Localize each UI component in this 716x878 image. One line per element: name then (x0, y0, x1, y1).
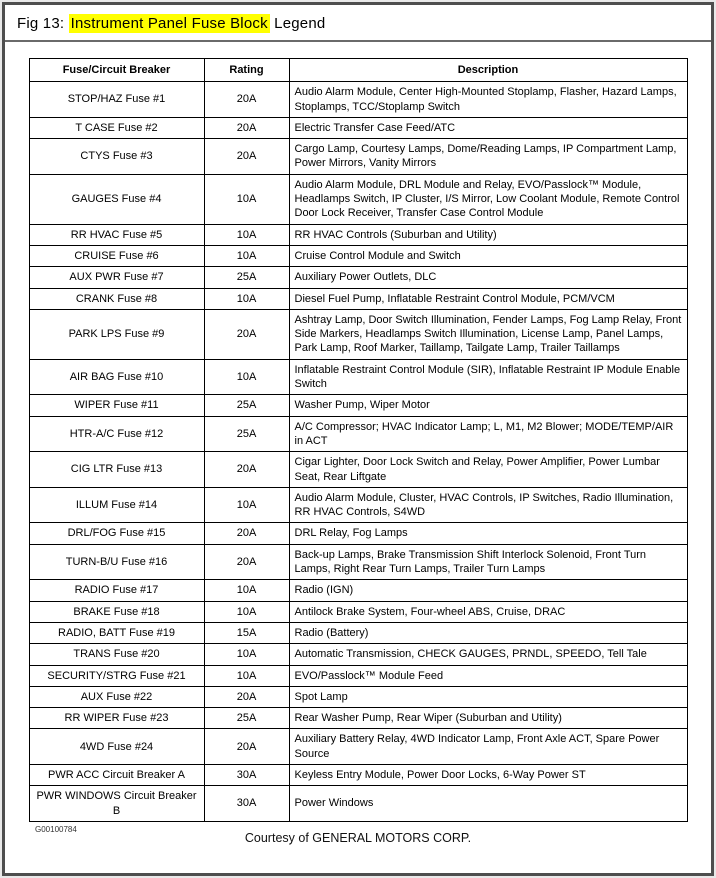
fuse-name-cell: STOP/HAZ Fuse #1 (29, 82, 204, 118)
description-cell: Auxiliary Battery Relay, 4WD Indicator Lamp, Front Axle ACT, Spare Power Source (289, 729, 687, 765)
description-cell: Audio Alarm Module, Cluster, HVAC Controls, IP Switches, Radio Illumination, RR HVAC Controls, S4WD (289, 487, 687, 523)
table-row (29, 82, 687, 118)
description-cell: Radio (Battery) (289, 622, 687, 643)
rating-cell: 30A (204, 786, 289, 822)
courtesy-footer: Courtesy of GENERAL MOTORS CORP. (244, 831, 472, 845)
table-row (29, 117, 687, 138)
description-cell: Antilock Brake System, Four-wheel ABS, Cruise, DRAC (289, 601, 687, 622)
table-row (29, 139, 687, 175)
rating-cell: 10A (204, 644, 289, 665)
table-row (29, 580, 687, 601)
table-row (29, 288, 687, 309)
description-cell: Audio Alarm Module, DRL Module and Relay, EVO/Passlock™ Module, Headlamps Switch, IP Cluster, I/S Mirror, Low Coolant Module, Remote Control Door Lock Receiver, Transfer Case Control Module (289, 174, 687, 224)
figure-title-highlight: Instrument Panel Fuse Block (70, 15, 268, 32)
description-cell: Back-up Lamps, Brake Transmission Shift Interlock Solenoid, Front Turn Lamps, Right Rear Turn Lamps, Trailer Turn Lamps (289, 544, 687, 580)
rating-cell: 10A (204, 245, 289, 266)
fuse-name-cell: T CASE Fuse #2 (29, 117, 204, 138)
rating-cell: 10A (204, 359, 289, 395)
table-row (29, 245, 687, 266)
table-row (29, 665, 687, 686)
image-code: G00100784 (35, 824, 77, 834)
rating-cell: 10A (204, 601, 289, 622)
description-cell: Diesel Fuel Pump, Inflatable Restraint Control Module, PCM/VCM (289, 288, 687, 309)
table-row (29, 729, 687, 765)
fuse-table-body (29, 82, 687, 822)
rating-cell: 25A (204, 708, 289, 729)
fuse-name-cell: HTR-A/C Fuse #12 (29, 416, 204, 452)
fuse-name-cell: AIR BAG Fuse #10 (29, 359, 204, 395)
description-cell: Automatic Transmission, CHECK GAUGES, PRNDL, SPEEDO, Tell Tale (289, 644, 687, 665)
rating-cell: 10A (204, 665, 289, 686)
rating-cell: 25A (204, 395, 289, 416)
rating-cell: 10A (204, 224, 289, 245)
rating-cell: 10A (204, 580, 289, 601)
table-row (29, 622, 687, 643)
table-row (29, 487, 687, 523)
fuse-name-cell: WIPER Fuse #11 (29, 395, 204, 416)
table-row (29, 395, 687, 416)
description-cell: Cruise Control Module and Switch (289, 245, 687, 266)
fuse-name-cell: PWR ACC Circuit Breaker A (29, 764, 204, 785)
table-row (29, 452, 687, 488)
figure-title-prefix: Fig 13: (17, 15, 69, 32)
table-row (29, 644, 687, 665)
rating-cell: 10A (204, 487, 289, 523)
page-frame (2, 2, 714, 876)
rating-cell: 20A (204, 82, 289, 118)
fuse-name-cell: ILLUM Fuse #14 (29, 487, 204, 523)
table-row (29, 708, 687, 729)
description-cell: Rear Washer Pump, Rear Wiper (Suburban and Utility) (289, 708, 687, 729)
fuse-name-cell: DRL/FOG Fuse #15 (29, 523, 204, 544)
description-cell: Washer Pump, Wiper Motor (289, 395, 687, 416)
rating-cell: 20A (204, 686, 289, 707)
fuse-name-cell: GAUGES Fuse #4 (29, 174, 204, 224)
table-row (29, 359, 687, 395)
fuse-name-cell: TRANS Fuse #20 (29, 644, 204, 665)
description-cell: EVO/Passlock™ Module Feed (289, 665, 687, 686)
description-cell: Spot Lamp (289, 686, 687, 707)
table-row (29, 267, 687, 288)
fuse-name-cell: SECURITY/STRG Fuse #21 (29, 665, 204, 686)
table-row (29, 174, 687, 224)
header-description: Description (289, 59, 687, 82)
description-cell: A/C Compressor; HVAC Indicator Lamp; L, M1, M2 Blower; MODE/TEMP/AIR in ACT (289, 416, 687, 452)
fuse-name-cell: AUX Fuse #22 (29, 686, 204, 707)
description-cell: Power Windows (289, 786, 687, 822)
fuse-name-cell: BRAKE Fuse #18 (29, 601, 204, 622)
rating-cell: 20A (204, 117, 289, 138)
table-row (29, 686, 687, 707)
rating-cell: 10A (204, 288, 289, 309)
rating-cell: 15A (204, 622, 289, 643)
rating-cell: 20A (204, 729, 289, 765)
fuse-name-cell: RR HVAC Fuse #5 (29, 224, 204, 245)
description-cell: Electric Transfer Case Feed/ATC (289, 117, 687, 138)
fuse-name-cell: RR WIPER Fuse #23 (29, 708, 204, 729)
table-row (29, 544, 687, 580)
description-cell: Audio Alarm Module, Center High-Mounted Stoplamp, Flasher, Hazard Lamps, Stoplamps, TCC/Stoplamp Switch (289, 82, 687, 118)
table-row (29, 523, 687, 544)
fuse-name-cell: AUX PWR Fuse #7 (29, 267, 204, 288)
description-cell: Cargo Lamp, Courtesy Lamps, Dome/Reading Lamps, IP Compartment Lamp, Power Mirrors, Vanity Mirrors (289, 139, 687, 175)
fuse-name-cell: RADIO, BATT Fuse #19 (29, 622, 204, 643)
rating-cell: 20A (204, 309, 289, 359)
description-cell: Keyless Entry Module, Power Door Locks, 6-Way Power ST (289, 764, 687, 785)
table-row (29, 601, 687, 622)
rating-cell: 30A (204, 764, 289, 785)
header-rating: Rating (204, 59, 289, 82)
rating-cell: 10A (204, 174, 289, 224)
fuse-name-cell: PARK LPS Fuse #9 (29, 309, 204, 359)
table-row (29, 224, 687, 245)
fuse-name-cell: CRANK Fuse #8 (29, 288, 204, 309)
fuse-name-cell: TURN-B/U Fuse #16 (29, 544, 204, 580)
description-cell: Cigar Lighter, Door Lock Switch and Relay, Power Amplifier, Power Lumbar Seat, Rear Liftgate (289, 452, 687, 488)
rating-cell: 20A (204, 523, 289, 544)
table-row (29, 764, 687, 785)
rating-cell: 20A (204, 452, 289, 488)
header-fuse-circuit-breaker: Fuse/Circuit Breaker (29, 59, 204, 82)
description-cell: DRL Relay, Fog Lamps (289, 523, 687, 544)
figure-title (5, 5, 711, 42)
fuse-table-header (29, 59, 687, 82)
description-cell: Ashtray Lamp, Door Switch Illumination, Fender Lamps, Fog Lamp Relay, Front Side Markers, Headlamps Switch Illumination, License Lamp, Panel Lamps, Park Lamp, Roof Marker, Taillamp, Tailgate Lamp, Trailer Taillamps (289, 309, 687, 359)
fuse-legend-table (29, 58, 688, 822)
description-cell: RR HVAC Controls (Suburban and Utility) (289, 224, 687, 245)
fuse-name-cell: 4WD Fuse #24 (29, 729, 204, 765)
fuse-name-cell: PWR WINDOWS Circuit Breaker B (29, 786, 204, 822)
figure-title-suffix: Legend (269, 15, 326, 32)
header-row (29, 59, 687, 82)
description-cell: Inflatable Restraint Control Module (SIR), Inflatable Restraint IP Module Enable Switch (289, 359, 687, 395)
rating-cell: 20A (204, 139, 289, 175)
table-row (29, 416, 687, 452)
fuse-name-cell: CRUISE Fuse #6 (29, 245, 204, 266)
rating-cell: 20A (204, 544, 289, 580)
description-cell: Radio (IGN) (289, 580, 687, 601)
fuse-name-cell: CIG LTR Fuse #13 (29, 452, 204, 488)
rating-cell: 25A (204, 267, 289, 288)
table-row (29, 309, 687, 359)
rating-cell: 25A (204, 416, 289, 452)
fuse-name-cell: RADIO Fuse #17 (29, 580, 204, 601)
description-cell: Auxiliary Power Outlets, DLC (289, 267, 687, 288)
fuse-name-cell: CTYS Fuse #3 (29, 139, 204, 175)
table-row (29, 786, 687, 822)
